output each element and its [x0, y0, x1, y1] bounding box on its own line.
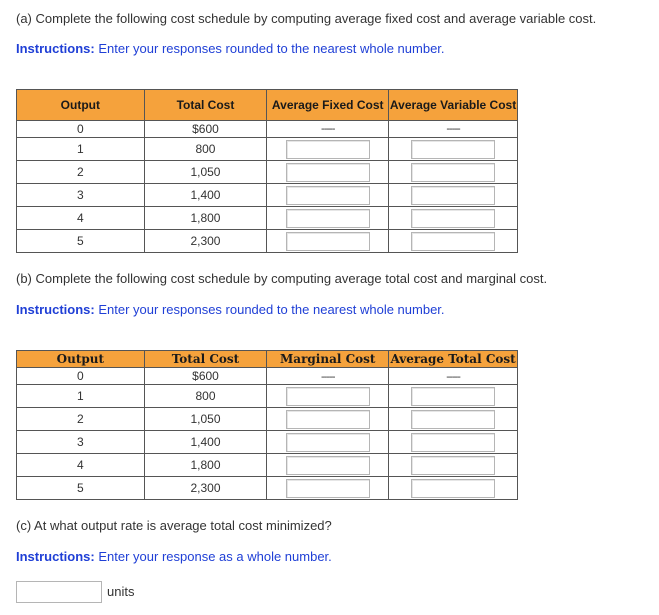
cost-schedule-a [16, 89, 518, 253]
total-cost-cell: 1,400 [144, 184, 267, 207]
table-row [17, 408, 518, 431]
avc-input-2[interactable] [411, 163, 495, 182]
output-cell: 5 [17, 477, 145, 500]
avc-input-1[interactable] [411, 140, 495, 159]
output-cell: 2 [17, 408, 145, 431]
header-average-variable-cost: Average Variable Cost [389, 90, 518, 121]
atc-cell [389, 408, 518, 431]
header-marginal-cost: Marginal Cost [267, 351, 389, 368]
instructions-b [16, 302, 445, 317]
table-row [17, 184, 518, 207]
table-row [17, 207, 518, 230]
instructions-label: Instructions: [16, 302, 95, 317]
afc-input-2[interactable] [286, 163, 370, 182]
output-cell: 3 [17, 431, 145, 454]
output-cell: 0 [17, 368, 145, 385]
output-cell: 4 [17, 454, 145, 477]
afc-placeholder: ----- [267, 121, 389, 138]
output-cell: 1 [17, 138, 145, 161]
output-cell: 1 [17, 385, 145, 408]
afc-cell [267, 184, 389, 207]
atc-cell [389, 385, 518, 408]
atc-placeholder: ----- [389, 368, 518, 385]
total-cost-cell: 1,050 [144, 408, 267, 431]
table-header-row [17, 351, 518, 368]
afc-cell [267, 207, 389, 230]
table-row [17, 230, 518, 253]
instructions-c [16, 549, 332, 564]
header-output: Output [17, 351, 145, 368]
table-row [17, 121, 518, 138]
mc-input-5[interactable] [286, 479, 370, 498]
atc-input-1[interactable] [411, 387, 495, 406]
atc-input-5[interactable] [411, 479, 495, 498]
table-row [17, 431, 518, 454]
header-output: Output [17, 90, 145, 121]
avc-input-3[interactable] [411, 186, 495, 205]
atc-input-2[interactable] [411, 410, 495, 429]
output-cell: 2 [17, 161, 145, 184]
header-average-total-cost: Average Total Cost [390, 352, 516, 366]
afc-input-4[interactable] [286, 209, 370, 228]
table-row [17, 454, 518, 477]
total-cost-cell: 1,800 [144, 207, 267, 230]
avc-cell [389, 230, 518, 253]
table-row [17, 477, 518, 500]
total-cost-cell: 800 [144, 385, 267, 408]
question-a: (a) Complete the following cost schedule by computing average fixed cost and average variable cost. [16, 11, 597, 26]
instructions-text: Enter your response as a whole number. [98, 549, 332, 564]
atc-cell [389, 454, 518, 477]
afc-input-1[interactable] [286, 140, 370, 159]
total-cost-cell: 1,400 [144, 431, 267, 454]
table-row [17, 161, 518, 184]
mc-cell [267, 431, 389, 454]
afc-input-3[interactable] [286, 186, 370, 205]
atc-input-4[interactable] [411, 456, 495, 475]
total-cost-cell: 800 [144, 138, 267, 161]
afc-cell [267, 138, 389, 161]
afc-cell [267, 161, 389, 184]
question-c: (c) At what output rate is average total cost minimized? [16, 518, 332, 533]
mc-cell [267, 385, 389, 408]
avc-cell [389, 161, 518, 184]
header-average-fixed-cost: Average Fixed Cost [267, 90, 389, 121]
table-header-row [17, 90, 518, 121]
atc-cell [389, 431, 518, 454]
instructions-text: Enter your responses rounded to the nearest whole number. [98, 41, 445, 56]
mc-input-3[interactable] [286, 433, 370, 452]
mc-cell [267, 454, 389, 477]
total-cost-cell: $600 [144, 368, 267, 385]
min-atc-output-input[interactable] [16, 581, 102, 603]
atc-input-3[interactable] [411, 433, 495, 452]
avc-cell [389, 184, 518, 207]
avc-input-4[interactable] [411, 209, 495, 228]
atc-cell [389, 477, 518, 500]
mc-cell [267, 477, 389, 500]
mc-input-4[interactable] [286, 456, 370, 475]
output-cell: 4 [17, 207, 145, 230]
total-cost-cell: 2,300 [144, 477, 267, 500]
mc-input-1[interactable] [286, 387, 370, 406]
total-cost-cell: $600 [144, 121, 267, 138]
table-row [17, 385, 518, 408]
table-row [17, 138, 518, 161]
avc-input-5[interactable] [411, 232, 495, 251]
total-cost-cell: 2,300 [144, 230, 267, 253]
units-label: units [107, 584, 135, 599]
afc-input-5[interactable] [286, 232, 370, 251]
output-cell: 0 [17, 121, 145, 138]
avc-cell [389, 138, 518, 161]
header-total-cost: Total Cost [144, 90, 267, 121]
total-cost-cell: 1,800 [144, 454, 267, 477]
output-cell: 3 [17, 184, 145, 207]
mc-placeholder: ----- [267, 368, 389, 385]
instructions-a [16, 41, 445, 56]
avc-placeholder: ----- [389, 121, 518, 138]
instructions-label: Instructions: [16, 41, 95, 56]
question-b: (b) Complete the following cost schedule by computing average total cost and marginal cost. [16, 271, 548, 286]
instructions-text: Enter your responses rounded to the nearest whole number. [98, 302, 445, 317]
instructions-label: Instructions: [16, 549, 95, 564]
avc-cell [389, 207, 518, 230]
header-total-cost: Total Cost [144, 351, 267, 368]
mc-input-2[interactable] [286, 410, 370, 429]
cost-schedule-b [16, 350, 518, 500]
afc-cell [267, 230, 389, 253]
total-cost-cell: 1,050 [144, 161, 267, 184]
table-row [17, 368, 518, 385]
mc-cell [267, 408, 389, 431]
output-cell: 5 [17, 230, 145, 253]
